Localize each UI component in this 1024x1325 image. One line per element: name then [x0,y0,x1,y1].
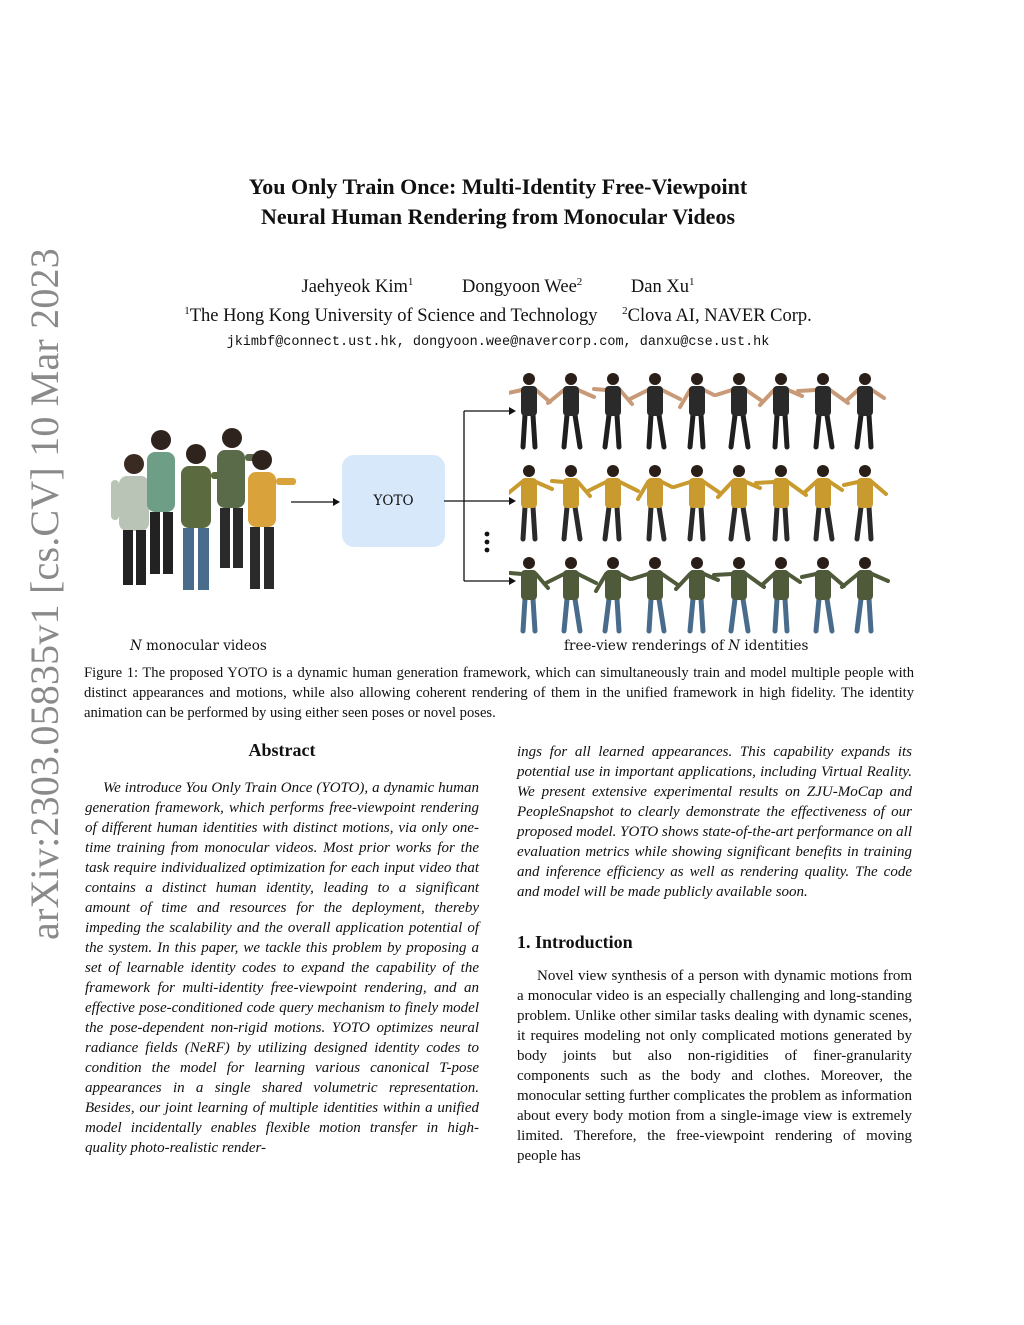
input-person-1 [111,454,149,585]
rendered-figure [588,465,638,539]
rendered-figure [762,557,800,631]
rendered-figure [630,373,680,447]
author-block [100,270,896,355]
introduction-heading: 1. Introduction [517,932,633,952]
title-line-1: You Only Train Once: Multi-Identity Free-Viewpoint [248,174,748,199]
right-column [517,742,912,1166]
arxiv-stamp: arXiv:2303.05835v1 [cs.CV] 10 Mar 2023 [22,248,67,940]
introduction-body: Novel view synthesis of a person with dynamic motions from a monocular video is an especially challenging and long-standing problem. Unlike other similar tasks dealing with dynamic scenes, it requires modeling not only complicated motions generated by body joints but also non-rigidities of finer-granularity components such as the body and clothes. Moreover, the monocular setting further complicates the problem as information about every body motion from a single-image view is extremely limited. Therefore, the free-viewpoint rendering of moving people has [517,968,912,1164]
rendered-figure [552,465,590,539]
abstract-body: We introduce You Only Train Once (YOTO), a dynamic human generation framework, which performs free-viewpoint rendering of different human identities with distinct motions, via only one-time training from monocular videos. Most prior works for the task require individualized optimization for each input video that contains a distinct human identity, leading to a significant amount of time and resources for the deployment, thereby impeding the scalability and the overall application potential of the system. In this paper, we tackle this problem by proposing a set of learnable identity codes to expand the capability of the framework for multi-identity free-viewpoint rendering, and an effective pose-conditioned code query mechanism to finely model the pose-dependent non-rigid motions. YOTO optimizes neural radiance fields (NeRF) by utilizing designed identity codes to condition the model for learning various canonical T-pose appearances in a single shared volumetric representation. Besides, our joint learning of multiple identities within a unified model incidentally enables flexible motion transfer in high-quality photo-realistic render- [85,780,479,1156]
affiliation-2: $^2$Clova AI, NAVER Corp. [622,305,812,326]
rendered-figure [594,373,632,447]
yoto-box: YOTO [342,455,445,547]
rendered-figure [638,465,672,539]
rendered-figure [756,465,806,539]
paper-title [100,172,896,232]
rendered-figure [510,557,548,631]
rendered-figure [546,557,596,631]
rendered-figure [509,373,550,447]
title-line-2: Neural Human Rendering from Monocular Videos [260,204,736,229]
affiliations [100,299,896,328]
left-column [85,740,479,1158]
input-person-2 [147,430,175,574]
rendered-figure [804,465,842,539]
rendered-figure [844,465,886,539]
rendered-figure [798,373,848,447]
rendered-figure [509,465,552,539]
rendered-figure [674,465,720,539]
figure-caption: Figure 1: The proposed YOTO is a dynamic human generation framework, which can simultaneously train and model multiple people with distinct appearances and motions, while also allowing coherent rendering of them in the unified framework in high fidelity. The identity animation can be performed by using either seen poses or novel poses. [84,665,914,721]
rendered-figure [802,557,844,631]
rendered-figure [714,557,764,631]
author-names [100,270,896,299]
branch-arrows [444,400,519,590]
rendered-figure [760,373,802,447]
abstract-continued: ings for all learned appearances. This capability expands its potential use in important applications, including Virtual Reality. We present extensive experimental results on ZJU-MoCap and PeopleSnapshot to clearly demonstrate the effectiveness of our proposed model. YOTO shows state-of-the-art performance on all evaluation metrics while showing significant benefits in training and inference efficiency as well as rendering quality. The code and model will be made publicly available soon. [517,744,912,900]
affiliation-1: $^1$The Hong Kong University of Science and Technology [184,305,598,326]
rendered-figure [548,373,594,447]
right-figure-label: free-view renderings of N identities [564,638,809,654]
rendered-figure [846,373,884,447]
arrow-to-yoto [289,496,341,508]
rendered-figure [842,557,888,631]
rendered-figure [676,557,718,631]
rendered-figure [632,557,678,631]
rendered-figure [596,557,630,631]
author-1: Jaehyeok Kim$^1$ [301,276,414,297]
input-people-image [99,422,299,602]
free-view-renderings-grid [509,365,909,635]
rendered-figure [716,373,762,447]
author-3: Dan Xu$^1$ [630,276,695,297]
author-2: Dongyoon Wee$^2$ [461,276,583,297]
left-figure-label: N monocular videos [130,638,267,654]
figure-1 [84,360,914,660]
rendered-figure [718,465,760,539]
author-emails: jkimbf@connect.ust.hk, dongyoon.wee@navercorp.com, danxu@cse.ust.hk [226,335,770,350]
rendered-figure [680,373,714,447]
input-person-5 [248,450,296,589]
abstract-heading: Abstract [248,740,316,760]
